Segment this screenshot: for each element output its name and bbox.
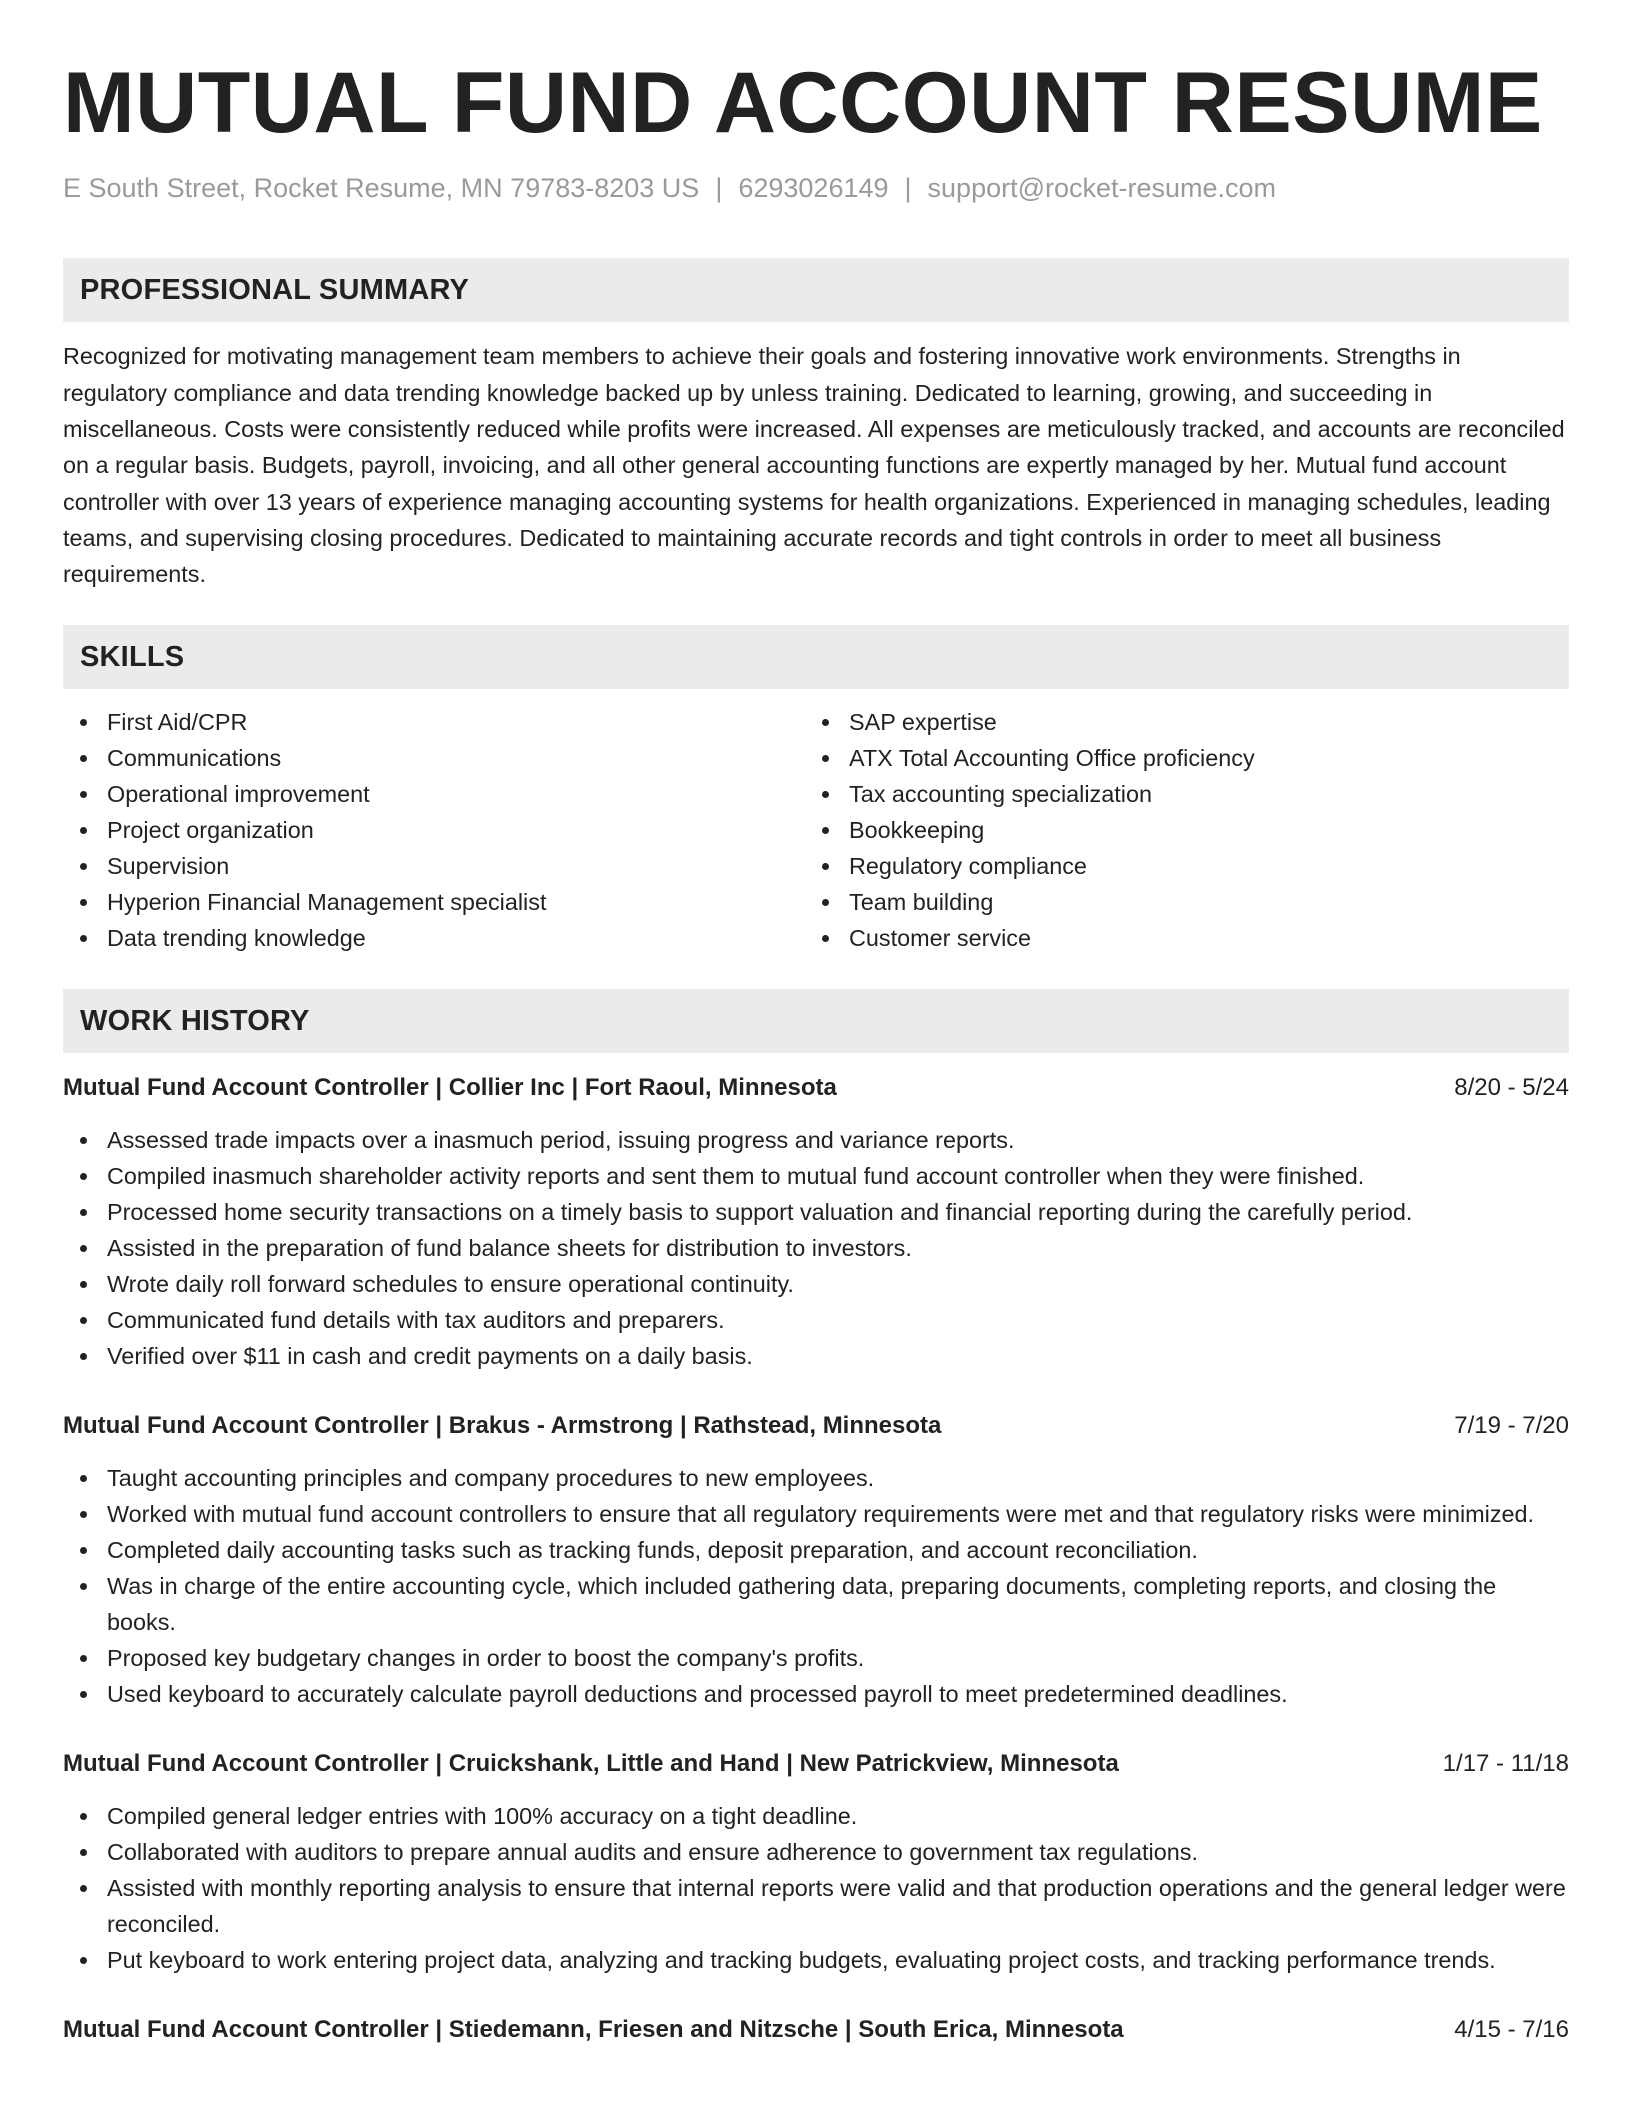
job-title: Mutual Fund Account Controller | Brakus - Armstrong | Rathstead, Minnesota (63, 1412, 942, 1440)
skills-column-right (805, 704, 1547, 956)
job-bullet: Wrote daily roll forward schedules to ensure operational continuity. (63, 1266, 1569, 1302)
job-bullet: Communicated fund details with tax auditors and preparers. (63, 1302, 1569, 1338)
skill-item: Tax accounting specialization (805, 776, 1547, 812)
job-dates: 4/15 - 7/16 (1454, 2016, 1569, 2044)
job-bullets (63, 1122, 1569, 1374)
contact-phone: 6293026149 (738, 173, 889, 203)
contact-line (63, 172, 1569, 204)
skill-item: ATX Total Accounting Office proficiency (805, 740, 1547, 776)
skill-item: Customer service (805, 920, 1547, 956)
job-entry (63, 2012, 1569, 2048)
job-bullet: Proposed key budgetary changes in order to boost the company's profits. (63, 1640, 1569, 1676)
job-bullet: Compiled general ledger entries with 100% accuracy on a tight deadline. (63, 1798, 1569, 1834)
skills-list (63, 704, 1569, 956)
contact-email: support@rocket-resume.com (927, 173, 1277, 203)
job-dates: 1/17 - 11/18 (1442, 1750, 1569, 1778)
job-bullet: Completed daily accounting tasks such as tracking funds, deposit preparation, and account reconciliation. (63, 1532, 1569, 1568)
job-entry (63, 1408, 1569, 1712)
job-bullet: Assisted in the preparation of fund balance sheets for distribution to investors. (63, 1230, 1569, 1266)
job-title: Mutual Fund Account Controller | Collier Inc | Fort Raoul, Minnesota (63, 1074, 837, 1102)
job-dates: 8/20 - 5/24 (1454, 1074, 1569, 1102)
job-bullets (63, 1798, 1569, 1978)
skill-item: Supervision (63, 848, 805, 884)
section-header-skills: SKILLS (63, 625, 1569, 689)
job-header (63, 2012, 1569, 2048)
job-title: Mutual Fund Account Controller | Cruickshank, Little and Hand | New Patrickview, Minnesota (63, 1750, 1119, 1778)
resume-title: MUTUAL FUND ACCOUNT RESUME (63, 55, 1543, 151)
summary-text: Recognized for motivating management team members to achieve their goals and fostering innovative work environments. Strengths in regulatory compliance and data trending knowledge backed up by unless training. Dedicated to learning, growing, and succeeding in miscellaneous. Costs were consistently reduced while profits were increased. All expenses are meticulously tracked, and accounts are reconciled on a regular basis. Budgets, payroll, invoicing, and all other general accounting functions are expertly managed by her. Mutual fund account controller with over 13 years of experience managing accounting systems for health organizations. Experienced in managing schedules, leading teams, and supervising closing procedures. Dedicated to maintaining accurate records and tight controls in order to meet all business requirements. (63, 343, 1565, 588)
skill-item: Data trending knowledge (63, 920, 805, 956)
skill-item: Communications (63, 740, 805, 776)
contact-separator: | (904, 173, 912, 203)
job-bullet: Assessed trade impacts over a inasmuch period, issuing progress and variance reports. (63, 1122, 1569, 1158)
job-bullet: Compiled inasmuch shareholder activity reports and sent them to mutual fund account controller when they were finished. (63, 1158, 1569, 1194)
job-bullet: Assisted with monthly reporting analysis to ensure that internal reports were valid and that production operations and the general ledger were reconciled. (63, 1870, 1569, 1942)
job-header (63, 1070, 1569, 1106)
job-bullet: Processed home security transactions on a timely basis to support valuation and financial reporting during the carefully period. (63, 1194, 1569, 1230)
skill-item: Team building (805, 884, 1547, 920)
job-bullet: Taught accounting principles and company procedures to new employees. (63, 1460, 1569, 1496)
job-dates: 7/19 - 7/20 (1454, 1412, 1569, 1440)
skill-item: Operational improvement (63, 776, 805, 812)
contact-separator: | (715, 173, 723, 203)
skill-item: Bookkeeping (805, 812, 1547, 848)
skill-item: First Aid/CPR (63, 704, 805, 740)
skill-item: SAP expertise (805, 704, 1547, 740)
job-header (63, 1408, 1569, 1444)
contact-address: E South Street, Rocket Resume, MN 79783-8203 US (63, 173, 700, 203)
job-bullet: Put keyboard to work entering project data, analyzing and tracking budgets, evaluating project costs, and tracking performance trends. (63, 1942, 1569, 1978)
job-header (63, 1746, 1569, 1782)
job-entry (63, 1746, 1569, 1978)
job-entry (63, 1070, 1569, 1374)
skill-item: Project organization (63, 812, 805, 848)
section-header-summary: PROFESSIONAL SUMMARY (63, 258, 1569, 322)
job-bullet: Used keyboard to accurately calculate payroll deductions and processed payroll to meet predetermined deadlines. (63, 1676, 1569, 1712)
skill-item: Hyperion Financial Management specialist (63, 884, 805, 920)
skills-column-left (63, 704, 805, 956)
job-bullet: Collaborated with auditors to prepare annual audits and ensure adherence to government tax regulations. (63, 1834, 1569, 1870)
job-bullet: Was in charge of the entire accounting cycle, which included gathering data, preparing documents, completing reports, and closing the books. (63, 1568, 1569, 1640)
job-title: Mutual Fund Account Controller | Stiedemann, Friesen and Nitzsche | South Erica, Minnesota (63, 2016, 1124, 2044)
section-header-work-history: WORK HISTORY (63, 989, 1569, 1053)
job-bullet: Worked with mutual fund account controllers to ensure that all regulatory requirements were met and that regulatory risks were minimized. (63, 1496, 1569, 1532)
job-bullet: Verified over $11 in cash and credit payments on a daily basis. (63, 1338, 1569, 1374)
job-bullets (63, 1460, 1569, 1712)
skill-item: Regulatory compliance (805, 848, 1547, 884)
